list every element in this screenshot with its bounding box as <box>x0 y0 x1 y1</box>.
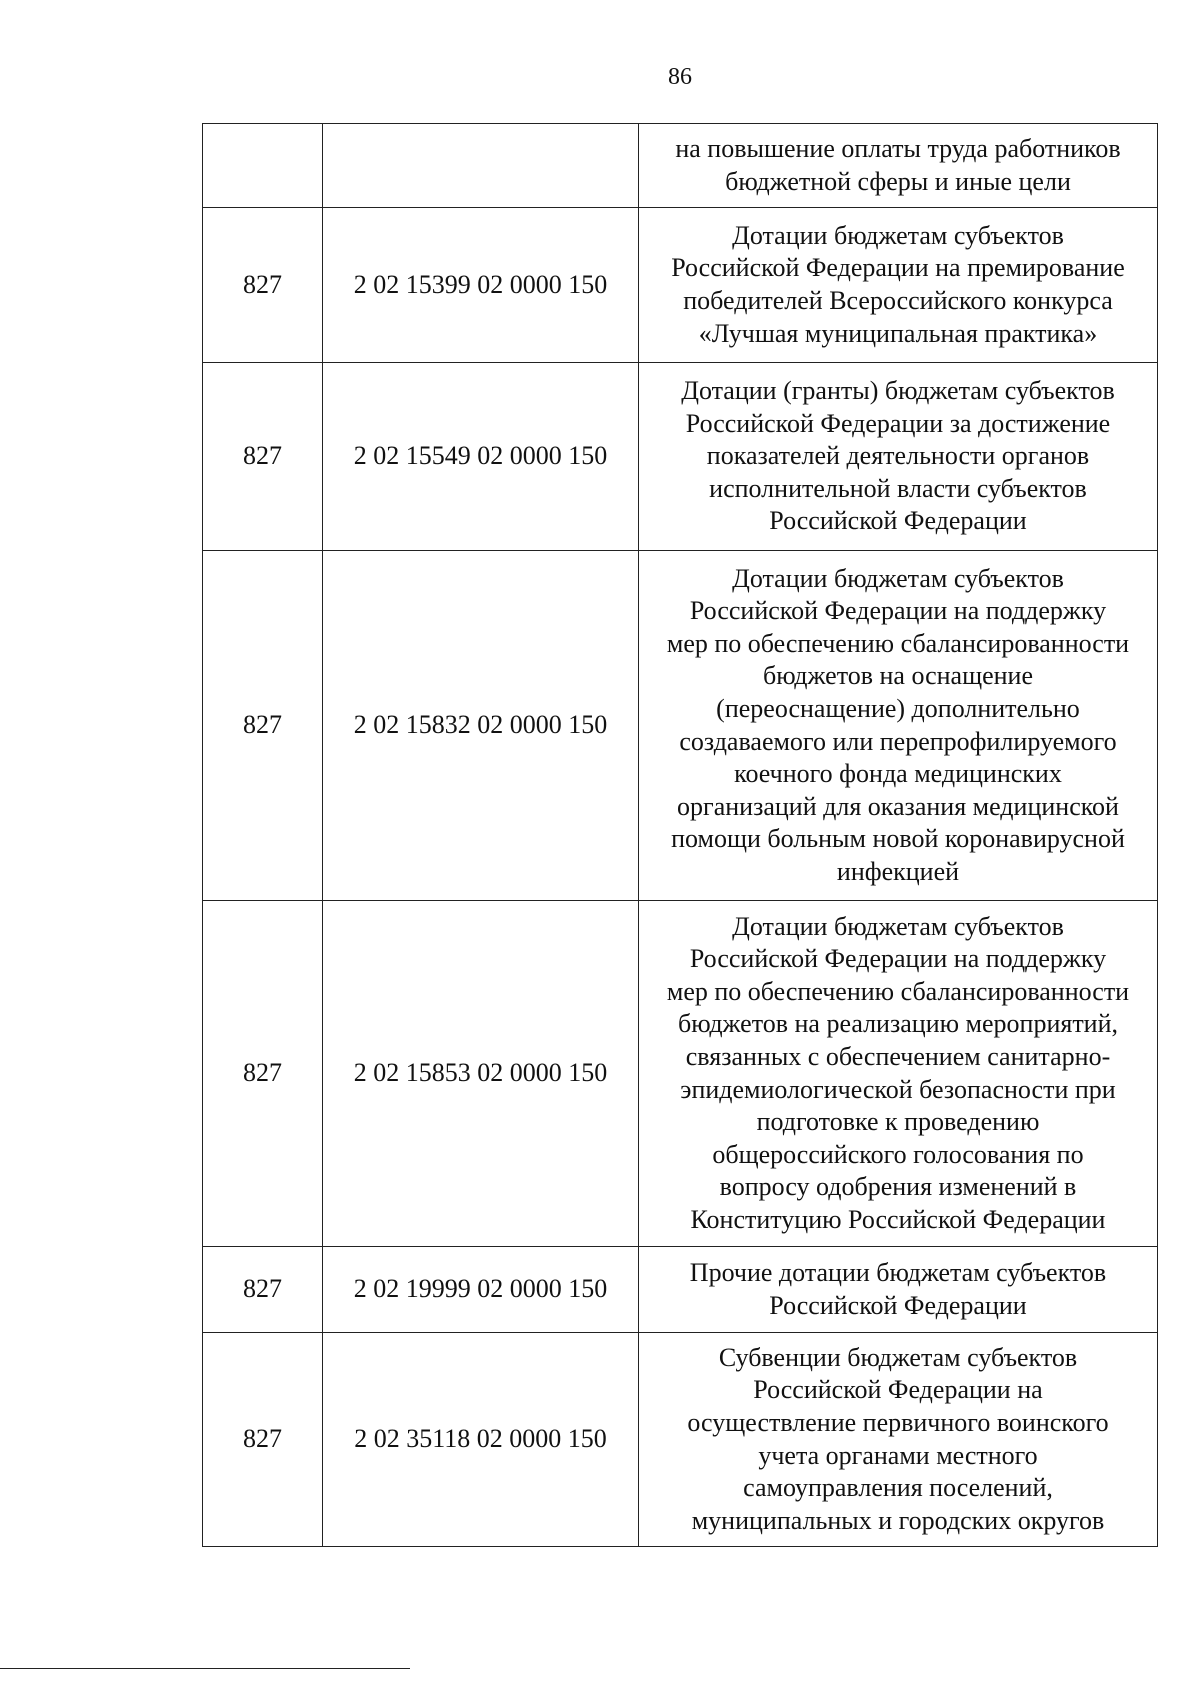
description-line: учета органами местного <box>758 1440 1038 1470</box>
table-row <box>203 363 1158 551</box>
table-row <box>203 124 1158 208</box>
description-line: показателей деятельности органов <box>706 441 1090 471</box>
description-line: создаваемого или перепрофилируемого <box>679 726 1117 756</box>
description-line: Дотации бюджетам субъектов <box>732 911 1064 941</box>
table-row <box>203 1333 1158 1547</box>
table-row <box>203 208 1158 363</box>
table-body <box>203 124 1158 1547</box>
table-row <box>203 901 1158 1247</box>
description-cell <box>639 1247 1158 1333</box>
description-line: Российской Федерации на премирование <box>671 253 1125 283</box>
description-line: Прочие дотации бюджетам субъектов <box>689 1257 1107 1287</box>
page-number: 86 <box>668 64 692 90</box>
admin-code-cell: 827 <box>203 1247 323 1333</box>
budget-classification-table <box>202 123 1158 1547</box>
description-line: (переоснащение) дополнительно <box>716 693 1080 723</box>
description-line: коечного фонда медицинских <box>734 759 1062 789</box>
description-line: Дотации (гранты) бюджетам субъектов <box>681 376 1115 406</box>
description-line: Российской Федерации за достижение <box>685 408 1111 438</box>
description-line: победителей Всероссийского конкурса <box>683 286 1113 315</box>
description-line: на повышение оплаты труда работников <box>675 133 1121 163</box>
admin-code-cell <box>203 124 323 208</box>
description-line: «Лучшая муниципальная практика» <box>698 318 1098 348</box>
budget-code-cell: 2 02 35118 02 0000 150 <box>323 1333 639 1547</box>
description-line: муниципальных и городских округов <box>691 1505 1105 1535</box>
description-cell <box>639 901 1158 1247</box>
budget-code-cell: 2 02 15549 02 0000 150 <box>323 363 639 551</box>
table-row <box>203 551 1158 901</box>
budget-code-cell: 2 02 15853 02 0000 150 <box>323 901 639 1247</box>
description-cell <box>639 363 1158 551</box>
description-line: инфекцией <box>836 856 960 886</box>
description-cell <box>639 124 1158 208</box>
description-line: Российской Федерации на поддержку <box>689 944 1107 974</box>
description-line: Российской Федерации <box>769 506 1027 536</box>
admin-code-cell: 827 <box>203 363 323 551</box>
budget-code-cell <box>323 124 639 208</box>
description-line: подготовке к проведению <box>756 1107 1040 1137</box>
budget-code-cell: 2 02 15832 02 0000 150 <box>323 551 639 901</box>
description-line: Российской Федерации <box>769 1290 1027 1320</box>
admin-code-cell: 827 <box>203 551 323 901</box>
description-line: Субвенции бюджетам субъектов <box>718 1342 1078 1372</box>
description-line: бюджетов на оснащение <box>762 661 1034 691</box>
budget-code-cell: 2 02 19999 02 0000 150 <box>323 1247 639 1333</box>
description-line: Дотации бюджетам субъектов <box>732 563 1064 593</box>
description-line: Российской Федерации на поддержку <box>689 596 1107 626</box>
description-line: осуществление первичного воинского <box>687 1407 1109 1437</box>
footnote-rule <box>0 1668 410 1669</box>
description-line: вопросу одобрения изменений в <box>719 1172 1077 1202</box>
description-line: мер по обеспечению сбалансированности <box>666 628 1130 658</box>
description-line: Конституцию Российской Федерации <box>690 1204 1106 1234</box>
description-line: исполнительной власти субъектов <box>709 473 1087 503</box>
description-line: Дотации бюджетам субъектов <box>732 220 1064 250</box>
description-line: самоуправления поселений, <box>743 1473 1053 1503</box>
description-cell <box>639 208 1158 363</box>
budget-code-cell: 2 02 15399 02 0000 150 <box>323 208 639 363</box>
description-line: эпидемиологической безопасности при <box>680 1074 1116 1104</box>
description-line: общероссийского голосования по <box>712 1139 1084 1169</box>
description-line: связанных с обеспечением санитарно- <box>685 1041 1111 1071</box>
table-row <box>203 1247 1158 1333</box>
description-line: Российской Федерации на <box>753 1375 1043 1405</box>
description-cell <box>639 1333 1158 1547</box>
description-line: мер по обеспечению сбалансированности <box>666 976 1130 1006</box>
description-line: бюджетной сферы и иные цели <box>725 166 1071 196</box>
admin-code-cell: 827 <box>203 901 323 1247</box>
admin-code-cell: 827 <box>203 208 323 363</box>
description-cell <box>639 551 1158 901</box>
description-line: помощи больным новой коронавирусной <box>671 824 1125 854</box>
description-line: организаций для оказания медицинской <box>677 791 1119 821</box>
admin-code-cell: 827 <box>203 1333 323 1547</box>
description-line: бюджетов на реализацию мероприятий, <box>677 1009 1119 1039</box>
